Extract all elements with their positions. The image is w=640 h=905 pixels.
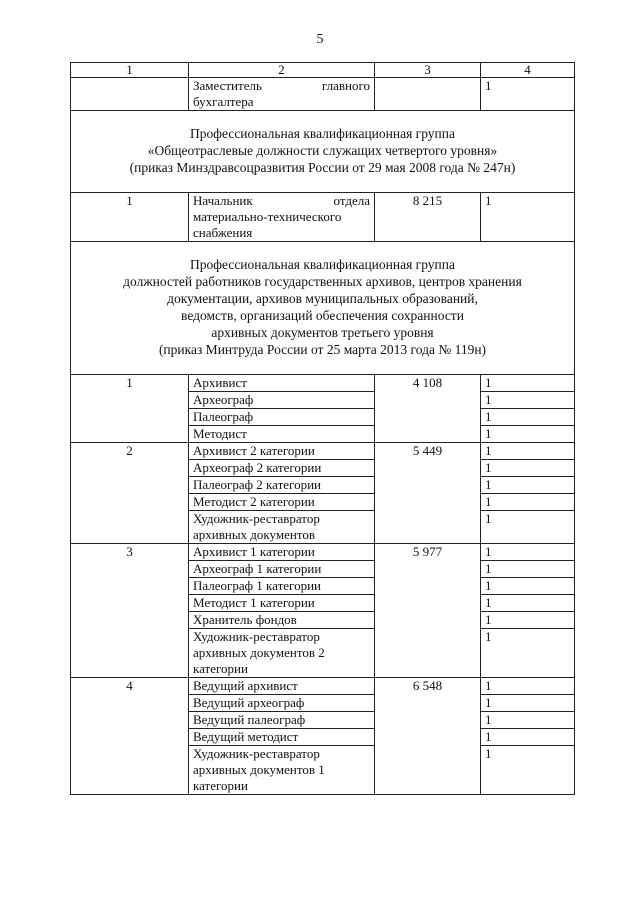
table-row [71, 375, 575, 392]
level-cell [71, 78, 189, 111]
header-row [71, 63, 575, 78]
table-row [71, 678, 575, 695]
group-heading-line: ведомств, организаций обеспечения сохранности [181, 308, 464, 323]
count-cell: 1 [481, 494, 575, 511]
salary-cell [375, 78, 481, 111]
group-heading-row [71, 111, 575, 193]
salary-cell: 8 215 [375, 193, 481, 242]
position-cell: Ведущий архивист [189, 678, 375, 695]
level-cell: 1 [71, 375, 189, 443]
position-cell: Художник-реставратор архивных документов [189, 511, 375, 544]
count-cell: 1 [481, 443, 575, 460]
position-cell: Методист 1 категории [189, 595, 375, 612]
count-cell: 1 [481, 561, 575, 578]
position-cell: Архивист 1 категории [189, 544, 375, 561]
salary-cell: 4 108 [375, 375, 481, 443]
count-cell: 1 [481, 477, 575, 494]
position-cell: Художник-реставратор архивных документов 2 категории [189, 629, 375, 678]
group-heading-row [71, 242, 575, 375]
count-cell: 1 [481, 746, 575, 795]
group-heading-2 [71, 242, 575, 375]
group-heading-line: документации, архивов муниципальных образований, [167, 291, 478, 306]
table-row [71, 78, 575, 111]
position-cell: Археограф 1 категории [189, 561, 375, 578]
count-cell: 1 [481, 409, 575, 426]
group-heading-line: Профессиональная квалификационная группа [190, 126, 455, 141]
count-cell: 1 [481, 375, 575, 392]
position-cell: Палеограф 1 категории [189, 578, 375, 595]
position-cell: Археограф 2 категории [189, 460, 375, 477]
group-heading-line: архивных документов третьего уровня [211, 325, 434, 340]
group-heading-line: Профессиональная квалификационная группа [190, 257, 455, 272]
position-cell: Методист [189, 426, 375, 443]
salary-cell: 5 977 [375, 544, 481, 678]
salary-cell: 5 449 [375, 443, 481, 544]
count-cell: 1 [481, 695, 575, 712]
table-row [71, 193, 575, 242]
header-col-2: 2 [189, 63, 375, 78]
position-cell: Ведущий археограф [189, 695, 375, 712]
header-col-4: 4 [481, 63, 575, 78]
count-cell: 1 [481, 511, 575, 544]
position-cell: Начальник отдела материально-технического снабжения [189, 193, 375, 242]
level-cell: 1 [71, 193, 189, 242]
count-cell: 1 [481, 78, 575, 111]
page-number: 5 [316, 32, 324, 47]
position-cell: Ведущий палеограф [189, 712, 375, 729]
level-cell: 4 [71, 678, 189, 795]
count-cell: 1 [481, 729, 575, 746]
count-cell: 1 [481, 629, 575, 678]
count-cell: 1 [481, 426, 575, 443]
level-cell: 3 [71, 544, 189, 678]
group-heading-line: «Общеотраслевые должности служащих четвертого уровня» [147, 143, 498, 158]
position-cell: Ведущий методист [189, 729, 375, 746]
position-cell: Археограф [189, 392, 375, 409]
count-cell: 1 [481, 544, 575, 561]
group-heading-1 [71, 111, 575, 193]
header-col-1: 1 [71, 63, 189, 78]
count-cell: 1 [481, 392, 575, 409]
position-cell: Архивист [189, 375, 375, 392]
position-cell: Архивист 2 категории [189, 443, 375, 460]
position-cell: Хранитель фондов [189, 612, 375, 629]
staff-table [70, 62, 575, 795]
table-row [71, 544, 575, 561]
salary-cell: 6 548 [375, 678, 481, 795]
level-cell: 2 [71, 443, 189, 544]
position-cell: Художник-реставратор архивных документов 1 категории [189, 746, 375, 795]
position-cell: Методист 2 категории [189, 494, 375, 511]
count-cell: 1 [481, 193, 575, 242]
count-cell: 1 [481, 578, 575, 595]
position-cell: Заместитель главного бухгалтера [189, 78, 375, 111]
group-heading-line: (приказ Минтруда России от 25 марта 2013 года № 119н) [158, 342, 487, 357]
table-row [71, 443, 575, 460]
group-heading-line: должностей работников государственных архивов, центров хранения [123, 274, 522, 289]
count-cell: 1 [481, 595, 575, 612]
header-col-3: 3 [375, 63, 481, 78]
count-cell: 1 [481, 612, 575, 629]
count-cell: 1 [481, 460, 575, 477]
position-cell: Палеограф 2 категории [189, 477, 375, 494]
count-cell: 1 [481, 678, 575, 695]
count-cell: 1 [481, 712, 575, 729]
group-heading-line: (приказ Минздравсоцразвития России от 29 мая 2008 года № 247н) [129, 160, 516, 175]
position-cell: Палеограф [189, 409, 375, 426]
